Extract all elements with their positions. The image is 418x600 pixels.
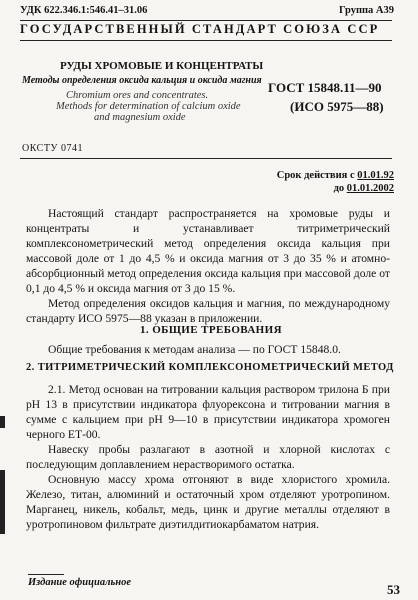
official-edition-note: Издание официальное [28, 577, 132, 588]
margin-mark [0, 470, 5, 534]
english-title-line-2: Methods for determination of calcium oxide [56, 101, 241, 112]
validity-from [277, 170, 394, 181]
footer-rule [28, 574, 64, 575]
state-standard-banner: ГОСУДАРСТВЕННЫЙ СТАНДАРТ СОЮЗА ССР [20, 22, 380, 36]
gost-number: ГОСТ 15848.11—90 [268, 80, 382, 95]
intro-paragraph: Метод определения оксидов кальция и магния, по международному стандарту ИСО 5975—88 указан в приложении. [26, 297, 390, 325]
document-subtitle: Методы определения оксида кальция и оксида магния [22, 75, 262, 86]
section-2-paragraph: Основную массу хрома отгоняют в виде хлористого хромила. Железо, титан, алюминий и остаточный хром отделяют уротропином. Марганец, никель, кобальт, медь, цинк и другие металлы отделяют в уротропиновом фильтрате диэтилдитиокарбаматом натрия. [26, 473, 390, 531]
group-code: Группа А39 [338, 5, 394, 16]
udk-code: УДК 622.346.1:546.41–31.06 [20, 5, 148, 16]
english-title-line-1: Chromium ores and concentrates. [66, 90, 209, 101]
okstu-rule [20, 158, 392, 159]
english-title-line-3: and magnesium oxide [94, 112, 186, 123]
validity-to-label: до [333, 183, 345, 194]
section-2-paragraph: 2.1. Метод основан на титровании кальция раствором трилона Б при pH 13 в присутствии индикатора флуорексона и титровании магния в сумме с кальцием при pH 9—10 в присутствии индикатора хромоген черного ЕТ-00. [26, 383, 390, 441]
validity-from-date: 01.01.92 [357, 170, 394, 181]
section-2-text [26, 382, 390, 532]
banner-rule [20, 40, 392, 41]
section-1-text: Общие требования к методам анализа — по ГОСТ 15848.0. [48, 343, 341, 356]
intro-text [26, 206, 390, 326]
margin-mark [0, 416, 5, 428]
top-rule [20, 20, 392, 21]
iso-number: (ИСО 5975—88) [290, 99, 384, 114]
intro-paragraph: Настоящий стандарт распространяется на хромовые руды и концентраты и устанавливает титриметрический комплексонометрический метод определения оксида кальция при массовой доле от 1 до 4,5 % и оксида магния от 3 до 35 % и атомно-абсорбционный метод определения оксида кальция при массовой доле от 0,1 до 4,5 % и оксида магния от 3 до 15 %. [26, 207, 390, 295]
okstu-code: ОКСТУ 0741 [22, 143, 84, 154]
section-2-paragraph: Навеску пробы разлагают в азотной и хлорной кислотах с последующим доплавлением нерастворимого остатка. [26, 443, 390, 471]
document-title: РУДЫ ХРОМОВЫЕ И КОНЦЕНТРАТЫ [60, 60, 264, 72]
section-2-heading: 2. ТИТРИМЕТРИЧЕСКИЙ КОМПЛЕКСОНОМЕТРИЧЕСКИЙ МЕТОД [26, 362, 394, 373]
validity-to-date: 01.01.2002 [346, 183, 394, 194]
page-number: 53 [387, 582, 400, 597]
section-1-heading: 1. ОБЩИЕ ТРЕБОВАНИЯ [140, 324, 282, 336]
validity-to [277, 183, 394, 194]
validity-from-label: Срок действия с [276, 170, 355, 181]
validity-period [277, 170, 394, 194]
